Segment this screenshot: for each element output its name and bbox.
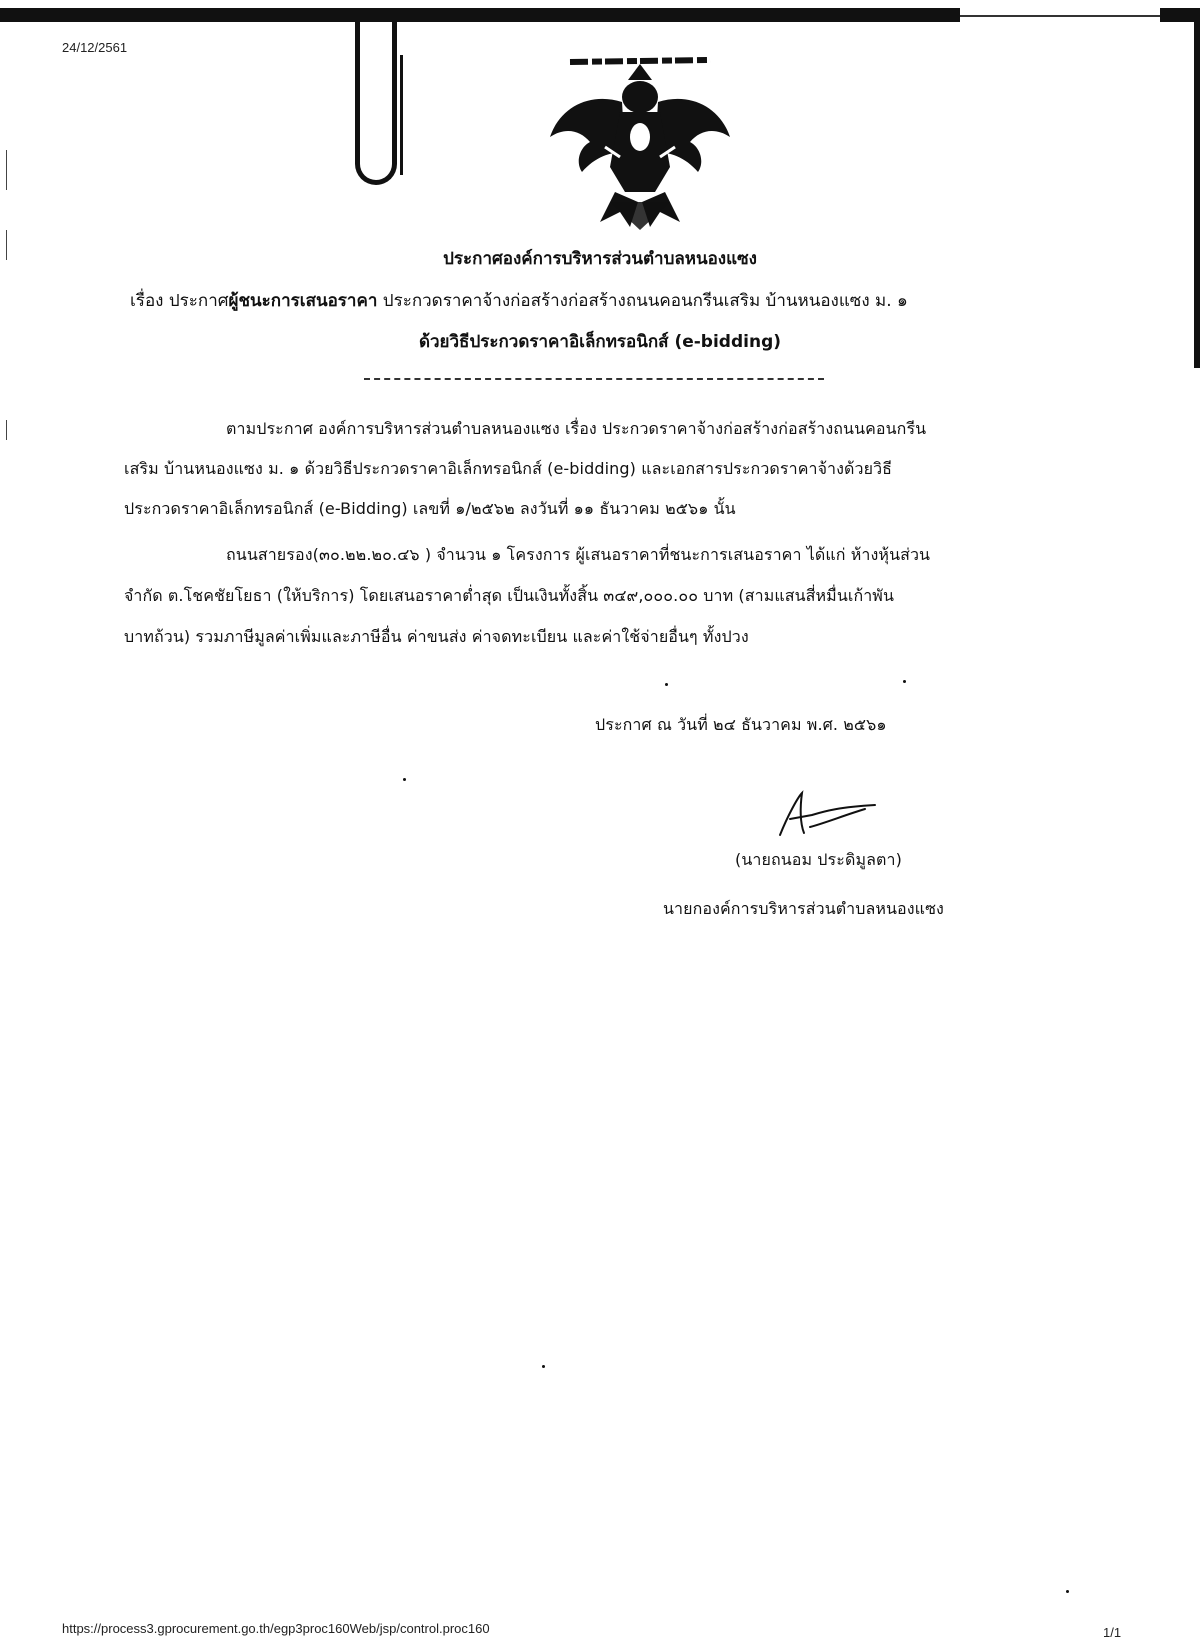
footer-page-number: 1/1 (1103, 1625, 1122, 1640)
subject-prefix: เรื่อง ประกาศ (130, 291, 229, 311)
scan-speck (542, 1365, 545, 1368)
dashed-divider (364, 378, 824, 380)
print-date: 24/12/2561 (62, 40, 128, 55)
paper-clip-icon (355, 20, 397, 185)
garuda-emblem-icon (520, 52, 760, 232)
para2-line1: ถนนสายรอง(๓๐.๒๒.๒๐.๔๖ ) จำนวน ๑ โครงการ ผู้เสนอราคาที่ชนะการเสนอราคา ได้แก่ ห้างหุ้นส่วน (226, 545, 931, 564)
scan-left-mark (6, 150, 7, 190)
para1-line2: เสริม บ้านหนองแซง ม. ๑ ด้วยวิธีประกวดราคาอิเล็กทรอนิกส์ (e-bidding) และเอกสารประกวดราคาจ้างด้วยวิธี (124, 459, 893, 478)
scan-speck (903, 680, 906, 683)
paper-clip-wire (400, 55, 403, 175)
para2-line3: บาทถ้วน) รวมภาษีมูลค่าเพิ่มและภาษีอื่น ค่าขนส่ง ค่าจดทะเบียน และค่าใช้จ่ายอื่นๆ ทั้งปวง (124, 627, 749, 646)
scan-right-edge (1194, 8, 1200, 368)
scan-speck (403, 778, 406, 781)
document-title: ประกาศองค์การบริหารส่วนตำบลหนองแซง (443, 249, 757, 269)
signature-icon (770, 785, 890, 845)
scan-top-line (960, 15, 1160, 17)
para1-line3: ประกวดราคาอิเล็กทรอนิกส์ (e-Bidding) เลขที่ ๑/๒๕๖๒ ลงวันที่ ๑๑ ธันวาคม ๒๕๖๑ นั้น (124, 499, 736, 518)
para2-line2: จำกัด ต.โชคชัยโยธา (ให้บริการ) โดยเสนอราคาต่ำสุด เป็นเงินทั้งสิ้น ๓๔๙,๐๐๐.๐๐ บาท (สามแสนสี่หมื่นเก้าพัน (124, 586, 894, 605)
subject-suffix: ประกวดราคาจ้างก่อสร้างก่อสร้างถนนคอนกรีนเสริม บ้านหนองแซง ม. ๑ (377, 291, 908, 311)
document-method: ด้วยวิธีประกวดราคาอิเล็กทรอนิกส์ (e-bidding) (418, 332, 782, 352)
footer-url: https://process3.gprocurement.go.th/egp3proc160Web/jsp/control.proc160 (62, 1621, 490, 1636)
scan-left-mark (6, 420, 7, 440)
subject-bold: ผู้ชนะการเสนอราคา (228, 291, 378, 311)
document-subject (130, 287, 908, 314)
para1-line1: ตามประกาศ องค์การบริหารส่วนตำบลหนองแซง เรื่อง ประกวดราคาจ้างก่อสร้างก่อสร้างถนนคอนกรีน (226, 419, 927, 438)
signatory-position: นายกองค์การบริหารส่วนตำบลหนองแซง (663, 899, 944, 918)
signatory-name: (นายถนอม ประดิมูลตา) (735, 850, 902, 869)
scan-speck (1066, 1590, 1069, 1593)
scan-speck (665, 683, 668, 686)
announcement-date: ประกาศ ณ วันที่ ๒๔ ธันวาคม พ.ศ. ๒๕๖๑ (595, 715, 887, 734)
